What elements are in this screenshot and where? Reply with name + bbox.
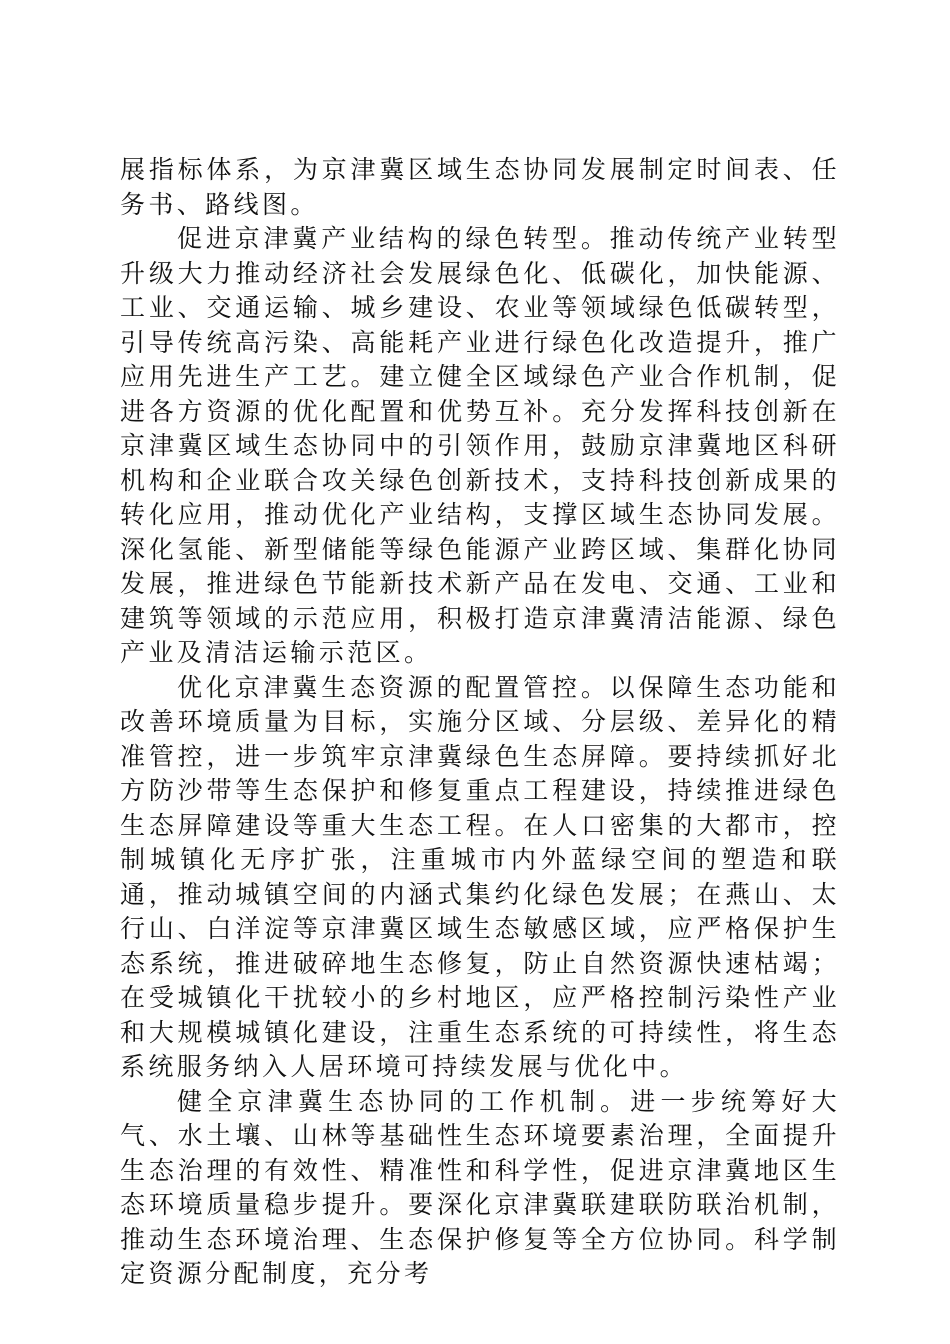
paragraph-continuation: 展指标体系，为京津冀区域生态协同发展制定时间表、任务书、路线图。 — [120, 155, 840, 219]
paragraph-industrial-transformation: 促进京津冀产业结构的绿色转型。推动传统产业转型升级大力推动经济社会发展绿色化、低碳化，加快能源、工业、交通运输、城乡建设、农业等领域绿色低碳转型，引导传统高污染、高能耗产业进行绿色化改造提升，推广应用先进生产工艺。建立健全区域绿色产业合作机制，促进各方资源的优化配置和优势互补。充分发挥科技创新在京津冀区域生态协同中的引领作用，鼓励京津冀地区科研机构和企业联合攻关绿色创新技术，支持科技创新成果的转化应用，推动优化产业结构，支撑区域生态协同发展。深化氢能、新型储能等绿色能源产业跨区域、集群化协同发展，推进绿色节能新技术新产品在发电、交通、工业和建筑等领域的示范应用，积极打造京津冀清洁能源、绿色产业及清洁运输示范区。 — [120, 224, 840, 667]
paragraph-working-mechanism: 健全京津冀生态协同的工作机制。进一步统筹好大气、水土壤、山林等基础性生态环境要素治理，全面提升生态治理的有效性、精准性和科学性，促进京津冀地区生态环境质量稳步提升。要深化京津冀联建联防联治机制，推动生态环境治理、生态保护修复等全方位协同。科学制定资源分配制度，充分考 — [120, 1086, 840, 1288]
document-body — [120, 153, 840, 1292]
paragraph-resource-allocation: 优化京津冀生态资源的配置管控。以保障生态功能和改善环境质量为目标，实施分区域、分层级、差异化的精准管控，进一步筑牢京津冀绿色生态屏障。要持续抓好北方防沙带等生态保护和修复重点工程建设，持续推进绿色生态屏障建设等重大生态工程。在人口密集的大都市，控制城镇化无序扩张，注重城市内外蓝绿空间的塑造和联通，推动城镇空间的内涵式集约化绿色发展；在燕山、太行山、白洋淀等京津冀区域生态敏感区域，应严格保护生态系统，推进破碎地生态修复，防止自然资源快速枯竭；在受城镇化干扰较小的乡村地区，应严格控制污染性产业和大规模城镇化建设，注重生态系统的可持续性，将生态系统服务纳入人居环境可持续发展与优化中。 — [120, 672, 840, 1081]
